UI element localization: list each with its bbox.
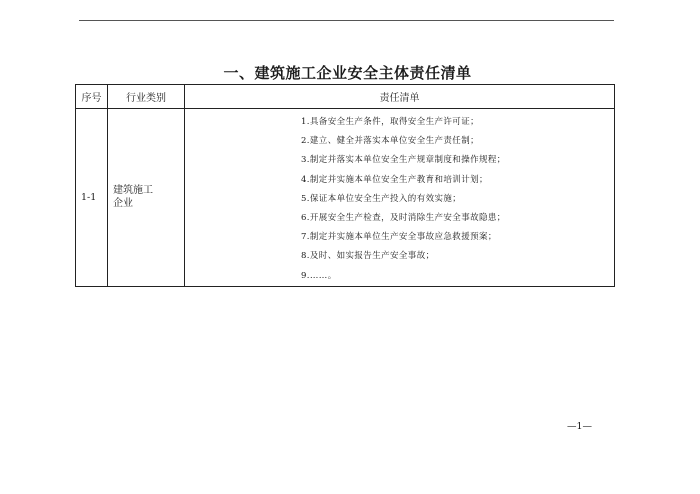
duty-item: 9.……。 [301,270,337,281]
duty-item: 3.制定并落实本单位安全生产规章制度和操作规程； [301,155,506,166]
duty-table [75,84,615,287]
duty-item: 5.保证本单位安全生产投入的有效实施； [301,193,462,204]
table-header-row [76,85,615,109]
duty-item: 4.制定并实施本单位安全生产教育和培训计划； [301,174,488,185]
page-number: —1— [567,421,593,432]
row-category: 建筑施工企业 [108,109,185,287]
header-category: 行业类别 [108,85,185,109]
table-row [76,109,615,287]
duty-list [185,109,614,286]
duty-item: 7.制定并实施本单位生产安全事故应急救援预案； [301,232,497,243]
header-rule [79,20,614,21]
duty-item: 8.及时、如实报告生产安全事故； [301,251,435,262]
document-title: 一、建筑施工企业安全主体责任清单 [223,64,472,82]
header-no: 序号 [76,85,108,109]
duty-item: 2.建立、健全并落实本单位安全生产责任制； [301,136,480,147]
header-duties: 责任清单 [185,85,615,109]
duty-item: 1.具备安全生产条件，取得安全生产许可证； [301,117,480,127]
duty-item: 6.开展安全生产检查，及时消除生产安全事故隐患； [301,212,506,223]
row-number: 1-1 [76,109,108,287]
row-duties-cell [185,109,615,287]
